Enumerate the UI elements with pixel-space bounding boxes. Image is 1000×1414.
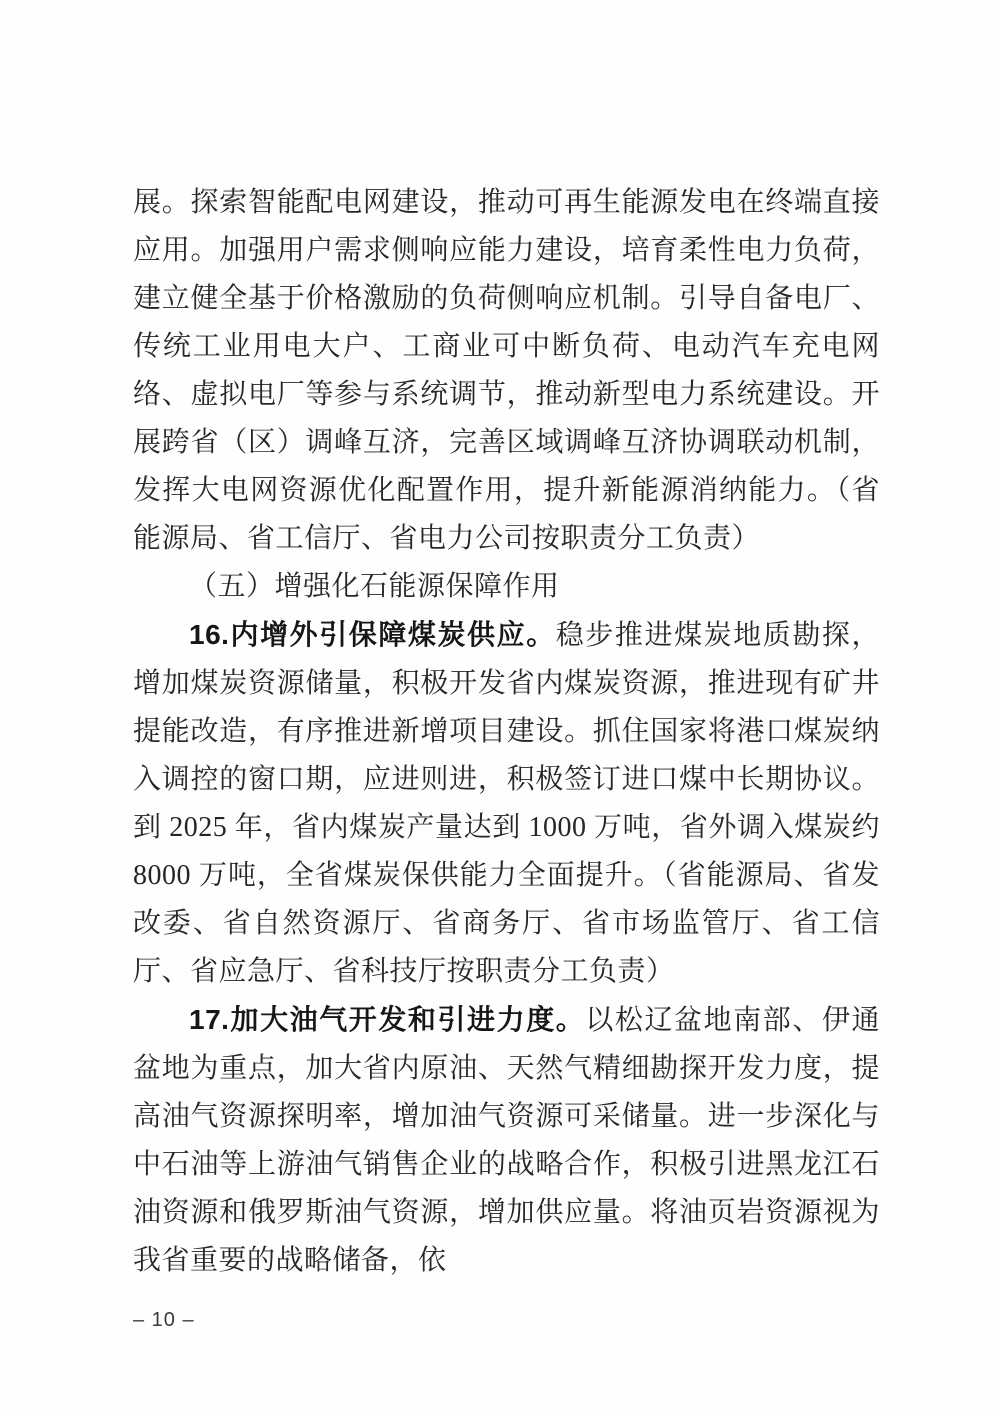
- section-heading: [133, 563, 880, 611]
- section-heading-text: （五）增强化石能源保障作用: [189, 571, 560, 602]
- paragraph-item-16: [133, 611, 880, 996]
- document-body: [133, 179, 880, 1285]
- paragraph-item-17: [133, 996, 880, 1285]
- item-17-lead: 17.加大油气开发和引进力度。: [189, 1004, 586, 1035]
- item-16-text: 稳步推进煤炭地质勘探，增加煤炭资源储量，积极开发省内煤炭资源，推进现有矿井提能改造，有序推进新增项目建设。抓住国家将港口煤炭纳入调控的窗口期，应进则进，积极签订进口煤中长期协议。到 2025 年，省内煤炭产量达到 1000 万吨，省外调入煤炭约 8000 万吨，全省煤炭保供能力全面提升。（省能源局、省发改委、省自然资源厅、省商务厅、省市场监管厅、省工信厅、省应急厅、省科技厅按职责分工负责）: [133, 620, 880, 987]
- page-number: – 10 –: [133, 1309, 195, 1331]
- item-17-text: 以松辽盆地南部、伊通盆地为重点，加大省内原油、天然气精细勘探开发力度，提高油气资源探明率，增加油气资源可采储量。进一步深化与中石油等上游油气销售企业的战略合作，积极引进黑龙江石油资源和俄罗斯油气资源，增加供应量。将油页岩资源视为我省重要的战略储备，依: [133, 1005, 880, 1276]
- paragraph-continuation: [133, 179, 880, 563]
- item-16-lead: 16.内增外引保障煤炭供应。: [189, 619, 556, 650]
- paragraph-text: 展。探索智能配电网建设，推动可再生能源发电在终端直接应用。加强用户需求侧响应能力建设，培育柔性电力负荷，建立健全基于价格激励的负荷侧响应机制。引导自备电厂、传统工业用电大户、工商业可中断负荷、电动汽车充电网络、虚拟电厂等参与系统调节，推动新型电力系统建设。开展跨省（区）调峰互济，完善区域调峰互济协调联动机制，发挥大电网资源优化配置作用，提升新能源消纳能力。（省能源局、省工信厅、省电力公司按职责分工负责）: [133, 187, 880, 554]
